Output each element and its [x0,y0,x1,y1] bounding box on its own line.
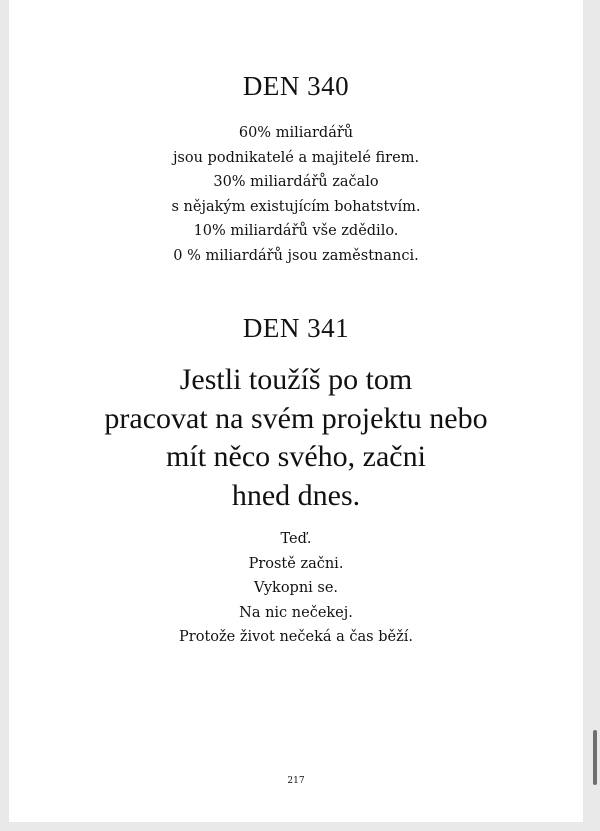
text-line: 0 % miliardářů jsou zaměstnanci. [173,247,419,264]
day-341-quote [9,361,583,515]
page-number: 217 [287,776,305,786]
day-341-heading: DEN 341 [242,313,350,343]
text-line: Vykopni se. [253,580,339,596]
vertical-scrollbar[interactable] [590,0,600,831]
day-340-heading: DEN 340 [242,71,350,101]
text-line: Protože život nečeká a čas běží. [179,629,413,645]
day-340-text [9,121,583,268]
scrollbar-thumb[interactable] [593,730,597,785]
quote-line: mít něco svého, začni [166,440,426,473]
text-line: jsou podnikatelé a majitelé firem. [172,149,420,166]
text-line: Na nic nečekej. [239,604,353,621]
text-line: Prostě začni. [248,555,344,572]
text-line: 30% miliardářů začalo [213,174,379,190]
text-line: s nějakým existujícím bohatstvím. [171,198,421,215]
day-341-text [9,527,583,650]
quote-line: Jestli toužíš po tom [179,363,413,396]
text-line: 60% miliardářů [238,125,354,141]
book-page [9,0,583,822]
text-line: 10% miliardářů vše zdědilo. [193,223,399,239]
quote-line: hned dnes. [231,478,361,512]
quote-line: pracovat na svém projektu nebo [104,401,488,435]
text-line: Teď. [280,531,312,547]
